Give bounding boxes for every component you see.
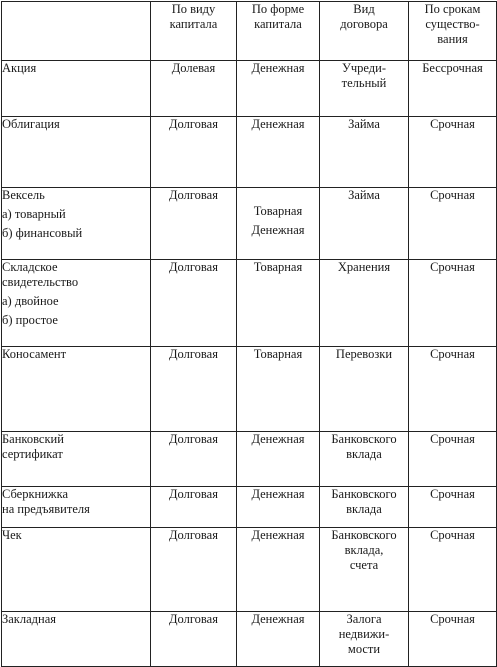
row-name-cell: Складское свидетельство а) двойное б) простое: [2, 260, 151, 347]
row-name-cell: Банковский сертификат: [2, 432, 151, 487]
capital-form-cell: Денежная: [237, 117, 320, 188]
capital-type-cell: Долговая: [151, 612, 237, 667]
contract-type-cell: Хранения: [320, 260, 409, 347]
term-cell: Срочная: [409, 347, 497, 432]
capital-type-cell: Долговая: [151, 432, 237, 487]
capital-form-cell: Денежная: [237, 432, 320, 487]
contract-type-cell: Банковского вклада: [320, 487, 409, 528]
capital-form-cell: Товарная Денежная: [237, 188, 320, 260]
term-cell: Срочная: [409, 260, 497, 347]
table-row: [2, 487, 497, 528]
table-row: [2, 260, 497, 347]
table-row: [2, 347, 497, 432]
header-term: По срокам существо- вания: [409, 2, 497, 61]
term-cell: Срочная: [409, 432, 497, 487]
header-blank-cell: [2, 2, 151, 61]
row-name-cell: Закладная: [2, 612, 151, 667]
capital-type-cell: Долевая: [151, 61, 237, 117]
contract-type-cell: Перевозки: [320, 347, 409, 432]
row-name-cell: Чек: [2, 528, 151, 612]
contract-type-cell: Банковского вклада, счета: [320, 528, 409, 612]
term-cell: Срочная: [409, 117, 497, 188]
table-row: [2, 188, 497, 260]
capital-type-cell: Долговая: [151, 117, 237, 188]
header-capital-type: По виду капитала: [151, 2, 237, 61]
term-cell: Срочная: [409, 487, 497, 528]
table-row: [2, 117, 497, 188]
table-row: [2, 528, 497, 612]
header-contract-type: Вид договора: [320, 2, 409, 61]
term-cell: Срочная: [409, 528, 497, 612]
row-name-cell: Коносамент: [2, 347, 151, 432]
capital-form-cell: Денежная: [237, 61, 320, 117]
row-name-cell: Сберкнижка на предъявителя: [2, 487, 151, 528]
capital-form-cell: Денежная: [237, 528, 320, 612]
capital-form-cell: Товарная: [237, 347, 320, 432]
contract-type-cell: Залога недвижи- мости: [320, 612, 409, 667]
row-name-cell: Облигация: [2, 117, 151, 188]
capital-form-cell: Денежная: [237, 487, 320, 528]
capital-form-cell: Товарная: [237, 260, 320, 347]
securities-classification-table: [1, 1, 497, 667]
capital-type-cell: Долговая: [151, 260, 237, 347]
table-row: [2, 612, 497, 667]
row-name-cell: Акция: [2, 61, 151, 117]
contract-type-cell: Учреди- тельный: [320, 61, 409, 117]
table-row: [2, 61, 497, 117]
header-row: [2, 2, 497, 61]
term-cell: Бессрочная: [409, 61, 497, 117]
capital-type-cell: Долговая: [151, 347, 237, 432]
capital-type-cell: Долговая: [151, 528, 237, 612]
row-name-cell: Вексель а) товарный б) финансовый: [2, 188, 151, 260]
term-cell: Срочная: [409, 188, 497, 260]
contract-type-cell: Займа: [320, 188, 409, 260]
capital-type-cell: Долговая: [151, 188, 237, 260]
term-cell: Срочная: [409, 612, 497, 667]
capital-form-cell: Денежная: [237, 612, 320, 667]
table-row: [2, 432, 497, 487]
capital-type-cell: Долговая: [151, 487, 237, 528]
contract-type-cell: Банковского вклада: [320, 432, 409, 487]
header-capital-form: По форме капитала: [237, 2, 320, 61]
contract-type-cell: Займа: [320, 117, 409, 188]
